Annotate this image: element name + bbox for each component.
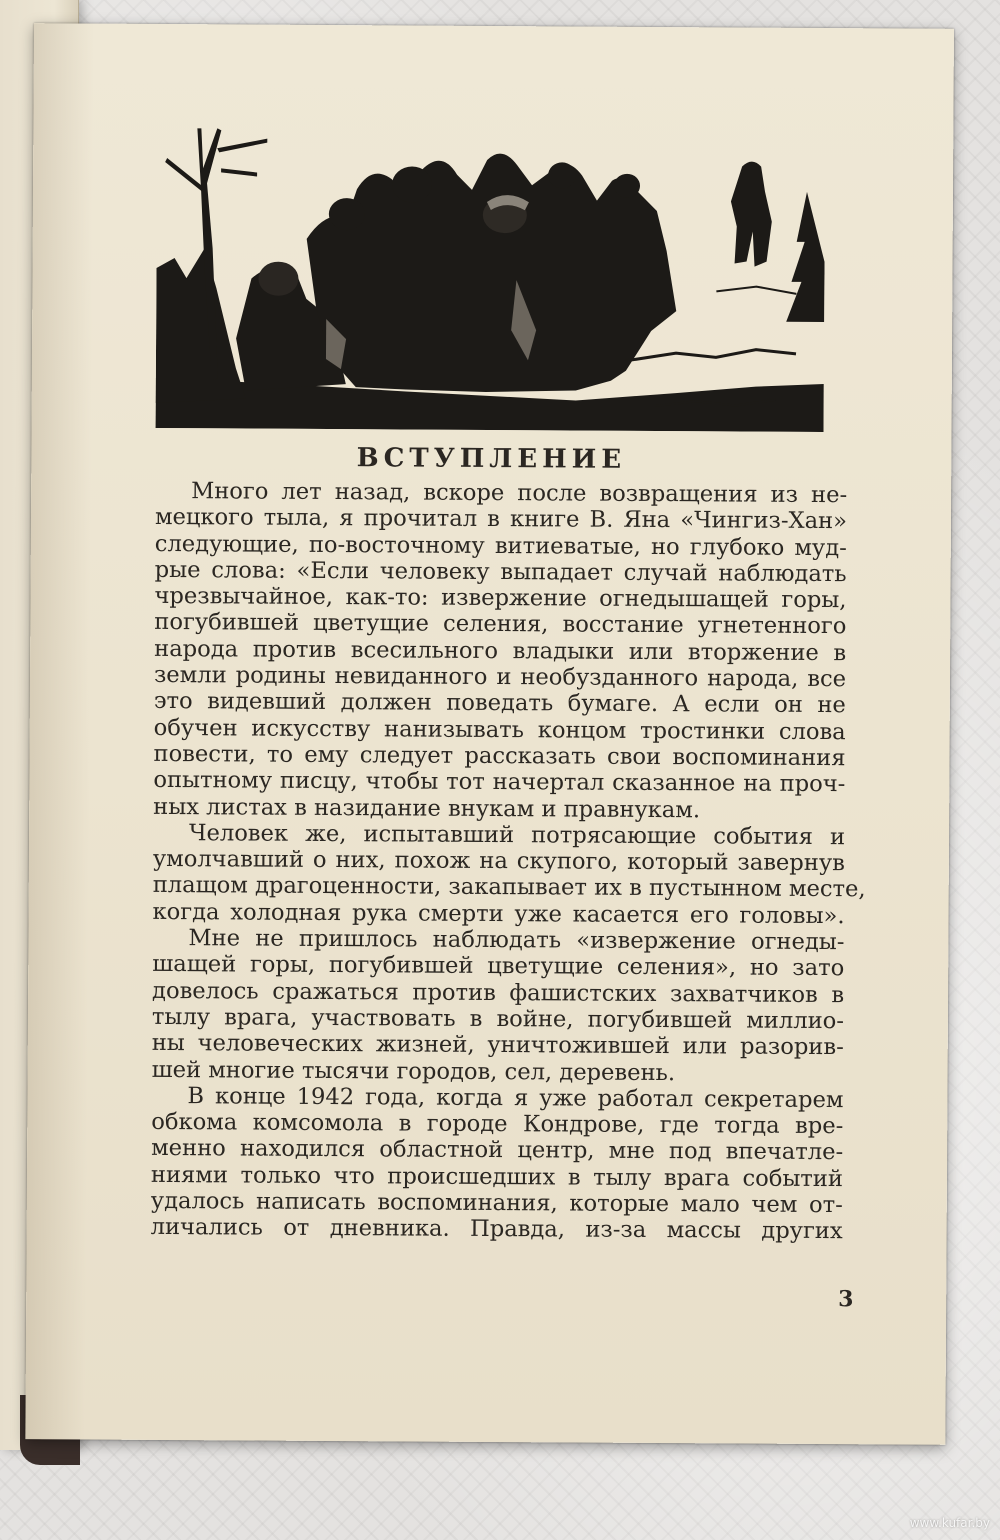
paragraph xyxy=(152,925,845,1087)
text-line: мецкого тыла, я прочитал в книге В. Яна «Чингиз-Хан» xyxy=(154,504,848,535)
text-line: шей многие тысячи городов, сел, деревень. xyxy=(151,1056,676,1086)
watermark: www.kufar.by xyxy=(909,1516,990,1530)
text-line: Мне не пришлось наблюдать «извержение огнеды- xyxy=(188,925,845,956)
page-number: 3 xyxy=(838,1286,854,1313)
text-line: ны человеческих жизней, уничтожившей или разорив- xyxy=(151,1030,844,1061)
chapter-title: ВСТУПЛЕНИЕ xyxy=(356,443,627,475)
text-line: следующие, по-восточному витиеватые, но глубоко муд- xyxy=(154,530,847,561)
partisans-illustration xyxy=(156,128,826,432)
paragraph xyxy=(151,1083,844,1245)
text-line: земли родины невиданного и необузданного народа, все xyxy=(153,662,847,693)
text-line: Человек же, испытавший потрясающие события и xyxy=(188,820,846,851)
text-line: ниями только что происшедших в тылу врага событий xyxy=(150,1161,844,1192)
text-line: довелось сражаться против фашистских захватчиков в xyxy=(152,977,845,1008)
book-page xyxy=(25,23,954,1445)
main-text xyxy=(150,478,866,1245)
text-line: повести, то ему следует рассказать свои воспоминания xyxy=(153,740,846,772)
text-line: умолчавший о них, похож на скупого, который завернув xyxy=(152,846,845,877)
text-line: опытному писцу, чтобы тот начертал сказанное на проч- xyxy=(153,767,846,798)
text-line: это видевший должен поведать бумаге. А если он не xyxy=(153,688,846,719)
paragraph xyxy=(152,820,866,929)
text-line: плащом драгоценности, закапывает их в пустынном месте, xyxy=(152,872,866,903)
text-line: погубившей цветущие селения, восстание угнетенного xyxy=(154,609,847,640)
text-line: Много лет назад, вскоре после возвращения из не- xyxy=(191,478,848,509)
text-line: обкома комсомола в городе Кондрове, где тогда вре- xyxy=(151,1109,844,1140)
text-line: чрезвычайное, как-то: извержение огнедышащей горы, xyxy=(154,583,847,614)
text-line: удалось написать воспоминания, которые мало чем от- xyxy=(150,1187,843,1219)
text-line: тылу врага, участвовать в войне, погубившей миллио- xyxy=(151,1003,845,1035)
text-line: рые слова: «Если человеку выпадает случай наблюдать xyxy=(154,556,847,588)
text-line: В конце 1942 года, когда я уже работал секретарем xyxy=(187,1082,844,1113)
text-line: ных листах в назидание внукам и правнукам. xyxy=(153,793,701,823)
text-line: шащей горы, погубившей цветущие селения», но зато xyxy=(152,951,845,982)
text-line: народа против всесильного владыки или вторжение в xyxy=(154,635,847,666)
paragraph xyxy=(153,478,847,824)
text-line: менно находился областной центр, мне под впечатле- xyxy=(151,1135,844,1166)
text-line: личались от дневника. Правда, из-за массы других xyxy=(150,1214,843,1245)
text-line: обучен искусству нанизывать концом тростинки слова xyxy=(153,714,846,745)
text-line: когда холодная рука смерти уже касается его головы». xyxy=(152,898,845,929)
